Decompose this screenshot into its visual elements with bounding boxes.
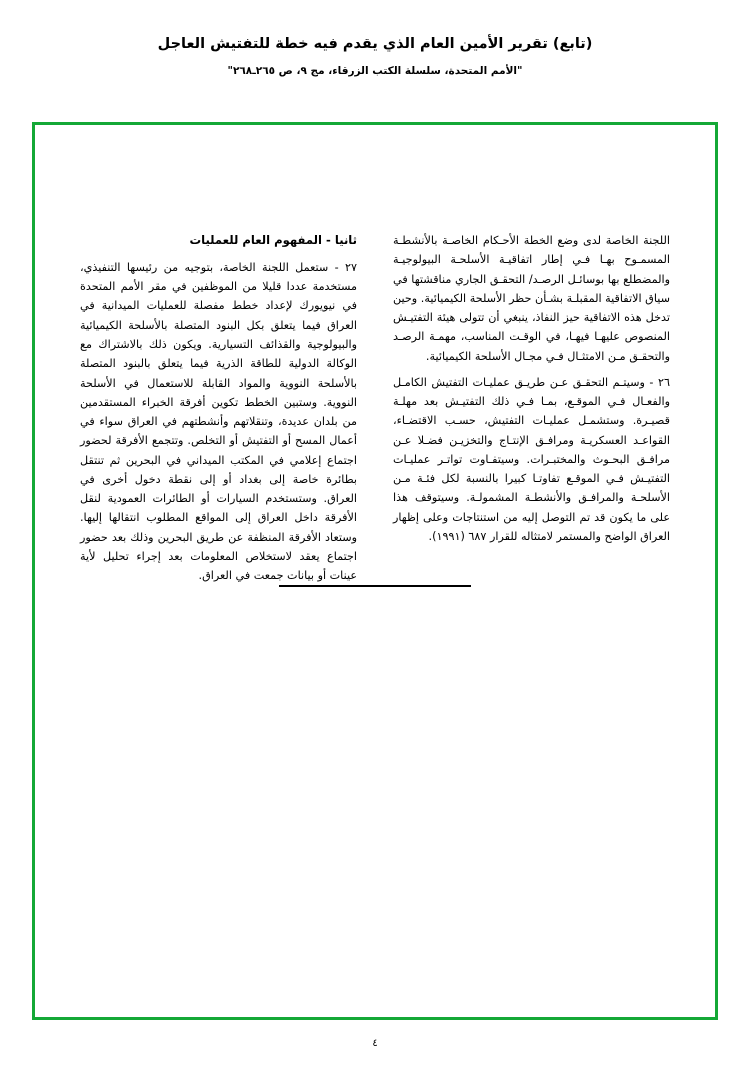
source-citation: "الأمم المتحدة، سلسلة الكتب الزرقاء، مج ٩، ص ٢٦٥ـ٢٦٨" (227, 64, 523, 77)
horizontal-rule-container (35, 585, 715, 587)
document-header (0, 0, 750, 77)
page-title: (تابع) تقرير الأمين العام الذي يقدم فيه خطة للتفتيش العاجل (157, 36, 593, 52)
two-column-body (80, 231, 670, 585)
horizontal-rule (279, 585, 471, 587)
section-heading: ثانيا - المفهوم العام للعمليات (189, 233, 357, 247)
column-right (393, 231, 670, 585)
column-left (80, 231, 357, 585)
page-number: ٤ (372, 1038, 378, 1049)
paragraph: ٢٧ - ستعمل اللجنة الخاصة، بتوجيه من رئيسها التنفيذي، مستخدمة عددا قليلا من الموظفين في مقر الأمم المتحدة في نيويورك لإعداد خطط مفصلة للعمليات الميدانية في العراق فيما يتعلق بكل البنود المتصلة بالأسلحة الكيميائية والبيولوجية والقذائف التسيارية. ويكون ذلك بالاشتراك مع الوكالة الدولية للطاقة الذرية فيما يتعلق بالبنود المتصلة بالأسلحة النووية والمواد القابلة للاستعمال في الأسلحة النووية. وستبين الخطط تكوين أفرقة الخبراء المستقدمين من بلدان عديدة، وتنقلاتهم وأنشطتهم في العراق سواء في أعمال المسح أو التفتيش أو التخلص. وتتجمع الأفرقة لحضور اجتماع إعلامي في المكتب الميداني في البحرين ثم تنتقل بطائرة خاصة إلى بغداد أو إلى نقطة دخول أخرى في العراق. وستستخدم السيارات أو الطائرات العمودية لنقل الأفرقة داخل العراق إلى المواقع المطلوب انتقالها إليها. وستعاد الأفرقة المنظفة عن طريق البحرين وذلك بعد حضور اجتماع يعقد لاستخلاص المعلومات بعد إجراء تحليل لأية عينات أو بيانات جمعت في العراق. (80, 260, 357, 583)
paragraph: اللجنة الخاصة لدى وضع الخطة الأحـكام الخاصـة بالأنشطـة المسمـوح بهـا فـي إطار اتفاقيـة الأسلحـة البيولوجيـة والمضطلع بها بوسائـل الرصـد/ التحقـق الجاري مناقشتها في سياق الاتفاقية المقبلـة بشـأن حظر الأسلحة الكيميائية. وحين تدخل هذه الاتفاقية حيز النفاذ، ينبغي أن تتولى هيئة التفتيـش المنصوص عليهـا فيهـا، في الوقـت المناسب، مهمـة الرصـد والتحقـق مـن الامتثـال فـي مجـال الأسلحة الكيميائية. (393, 234, 670, 363)
content-frame-border (32, 122, 718, 1020)
paragraph: ٢٦ - وسيتـم التحقـق عـن طريـق عمليـات التفتيش الكامـل والفعـال فـي الموقـع، بمـا فـي ذلك التفتيـش بعد مهلـة قصيـرة. وستشمـل عمليـات التفتيش، حسـب الاقتضـاء، القواعـد العسكريـة ومرافـق الإنتـاج والتخزيـن فضـلا عـن مرافـق البحـوث والمختبـرات. وسيتفـاوت تواتـر عمليـات التفتيـش فـي الموقـع تفاوتـا كبيرا بالنسبة لكل فئـة مـن الأسلحـة والمرافـق والأنشطـة المشمولـة. وسيتوقف هذا على ما يكون قد تم التوصل إليه من استنتاجات وعلى إظهار العراق الواضح والمستمر لامتثاله للقرار ٦٨٧ (١٩٩١). (393, 375, 670, 543)
